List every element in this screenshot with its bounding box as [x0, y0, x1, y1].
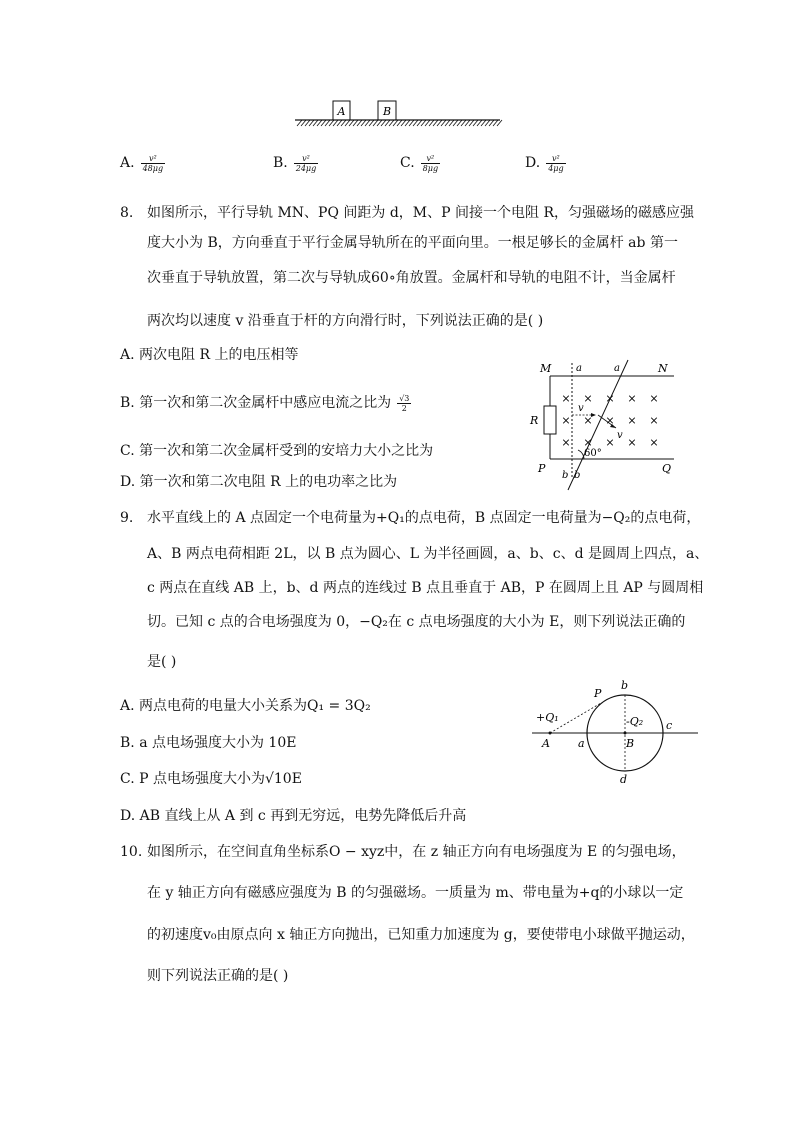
- q10-number: 10.: [120, 844, 143, 860]
- field-cross: ×: [649, 392, 659, 405]
- field-cross: ×: [583, 436, 593, 449]
- label-a-rod1: a: [576, 363, 582, 374]
- q9-option-b[interactable]: B. a 点电场强度大小为 10E: [120, 735, 297, 751]
- field-cross: ×: [605, 392, 615, 405]
- field-cross: ×: [627, 414, 637, 427]
- q9-stem-line-4: 切。已知 c 点的合电场强度为 0，−Q₂在 c 点电场强度的大小为 E，则下列说法正确的: [147, 614, 686, 630]
- label-b-charge: B: [626, 737, 635, 750]
- field-cross: ×: [649, 414, 659, 427]
- field-cross: ×: [583, 392, 593, 405]
- field-cross: ×: [561, 392, 571, 405]
- q10-stem-line-3: 的初速度v₀由原点向 x 轴正方向抛出，已知重力加速度为 g，要使带电小球做平抛运动，: [147, 927, 695, 943]
- label-a-point: a: [578, 737, 585, 750]
- block-a-label: A: [337, 105, 346, 118]
- q9-stem-line-3: c 两点在直线 AB 上，b、d 两点的连线过 B 点且垂直于 AB，P 在圆周上且 AP 与圆周相: [147, 580, 704, 596]
- magnetic-field-crosses: [561, 392, 658, 449]
- q8-option-c[interactable]: C. 第一次和第二次金属杆受到的安培力大小之比为: [120, 443, 434, 459]
- label-p: P: [594, 687, 602, 700]
- q8-stem-line-2: 度大小为 B，方向垂直于平行金属导轨所在的平面向里。一根足够长的金属杆 ab 第一: [147, 235, 678, 251]
- q8-stem-line-4: 两次均以速度 v 沿垂直于杆的方向滑行时，下列说法正确的是( ): [147, 313, 544, 329]
- q9-number: 9.: [120, 510, 134, 526]
- q7-option-d[interactable]: D. $\frac{\text{v²}}{4\mu g}$: [525, 153, 564, 173]
- field-cross: ×: [561, 436, 571, 449]
- label-b-rod2: b: [562, 470, 569, 481]
- q9-option-d[interactable]: D. AB 直线上从 A 到 c 再到无穷远，电势先降低后升高: [120, 808, 467, 824]
- q9-option-a[interactable]: A. 两点电荷的电量大小关系为Q₁ = 3Q₂: [120, 698, 371, 714]
- label-r: R: [530, 414, 539, 427]
- label-angle: 60°: [584, 448, 602, 459]
- label-b-rod1: b: [574, 470, 581, 481]
- q8-stem-line-3: 次垂直于导轨放置，第二次与导轨成60∘角放置。金属杆和导轨的电阻不计，当金属杆: [147, 270, 676, 286]
- field-cross: ×: [583, 414, 593, 427]
- ground-hatching: [297, 120, 502, 126]
- label-q: Q: [662, 462, 672, 475]
- q8-option-d[interactable]: D. 第一次和第二次电阻 R 上的电功率之比为: [120, 474, 398, 490]
- q10-stem-line-2: 在 y 轴正方向有磁感应强度为 B 的匀强磁场。一质量为 m、带电量为+q的小球以一定: [147, 885, 684, 901]
- q7-block-figure: [290, 96, 505, 132]
- label-minus-q2: -Q₂: [626, 715, 644, 728]
- field-cross: ×: [627, 392, 637, 405]
- label-p: P: [538, 462, 546, 475]
- q8-option-a[interactable]: A. 两次电阻 R 上的电压相等: [120, 347, 299, 363]
- field-cross: ×: [561, 414, 571, 427]
- q8-stem-line-1: 如图所示，平行导轨 MN、PQ 间距为 d，M、P 间接一个电阻 R，匀强磁场的磁感应强: [147, 205, 694, 221]
- q8-number: 8.: [120, 205, 134, 221]
- q9-stem-line-2: A、B 两点电荷相距 2L，以 B 点为圆心、L 为半径画圆，a、b、c、d 是圆周上四点，a、: [147, 546, 709, 562]
- label-v2: v: [617, 430, 623, 441]
- q10-stem-line-4: 则下列说法正确的是( ): [147, 968, 289, 984]
- label-c: c: [666, 719, 673, 732]
- q7-option-b[interactable]: B. $\frac{\text{v²}}{24\mu g}$: [273, 153, 317, 173]
- q9-option-c[interactable]: C. P 点电场强度大小为√10E: [120, 771, 302, 787]
- q7-option-a[interactable]: A. $\frac{\text{v²}}{48\mu g}$: [120, 153, 164, 173]
- q9-charge-figure: [530, 675, 700, 789]
- label-b-point: b: [621, 679, 629, 692]
- q9-stem-line-5: 是( ): [147, 654, 177, 670]
- label-d: d: [620, 773, 628, 786]
- label-n: N: [658, 362, 668, 375]
- label-plus-q1: +Q₁: [536, 711, 559, 724]
- field-cross: ×: [627, 436, 637, 449]
- label-m: M: [540, 362, 552, 375]
- field-cross: ×: [649, 436, 659, 449]
- label-a-rod2: a: [614, 363, 620, 374]
- q8-circuit-figure: [528, 358, 678, 494]
- q7-option-c[interactable]: C. $\frac{\text{v²}}{8\mu g}$: [400, 153, 439, 173]
- block-b-label: B: [382, 105, 392, 118]
- resistor-r: [544, 406, 556, 434]
- field-cross: ×: [605, 436, 615, 449]
- label-a-charge: A: [542, 737, 550, 750]
- q10-stem-line-1: 如图所示，在空间直角坐标系O − xyz中，在 z 轴正方向有电场强度为 E 的匀强电场，: [147, 844, 686, 860]
- label-v1: v: [578, 403, 584, 414]
- q8-option-b[interactable]: B. 第一次和第二次金属杆中感应电流之比为 $\frac{√3}{2}$: [120, 393, 410, 413]
- q9-stem-line-1: 水平直线上的 A 点固定一个电荷量为+Q₁的点电荷，B 点固定一电荷量为−Q₂的点电荷，: [147, 510, 701, 526]
- field-cross: ×: [605, 414, 615, 427]
- charge-a-dot: [549, 732, 552, 735]
- charge-b-dot: [624, 732, 627, 735]
